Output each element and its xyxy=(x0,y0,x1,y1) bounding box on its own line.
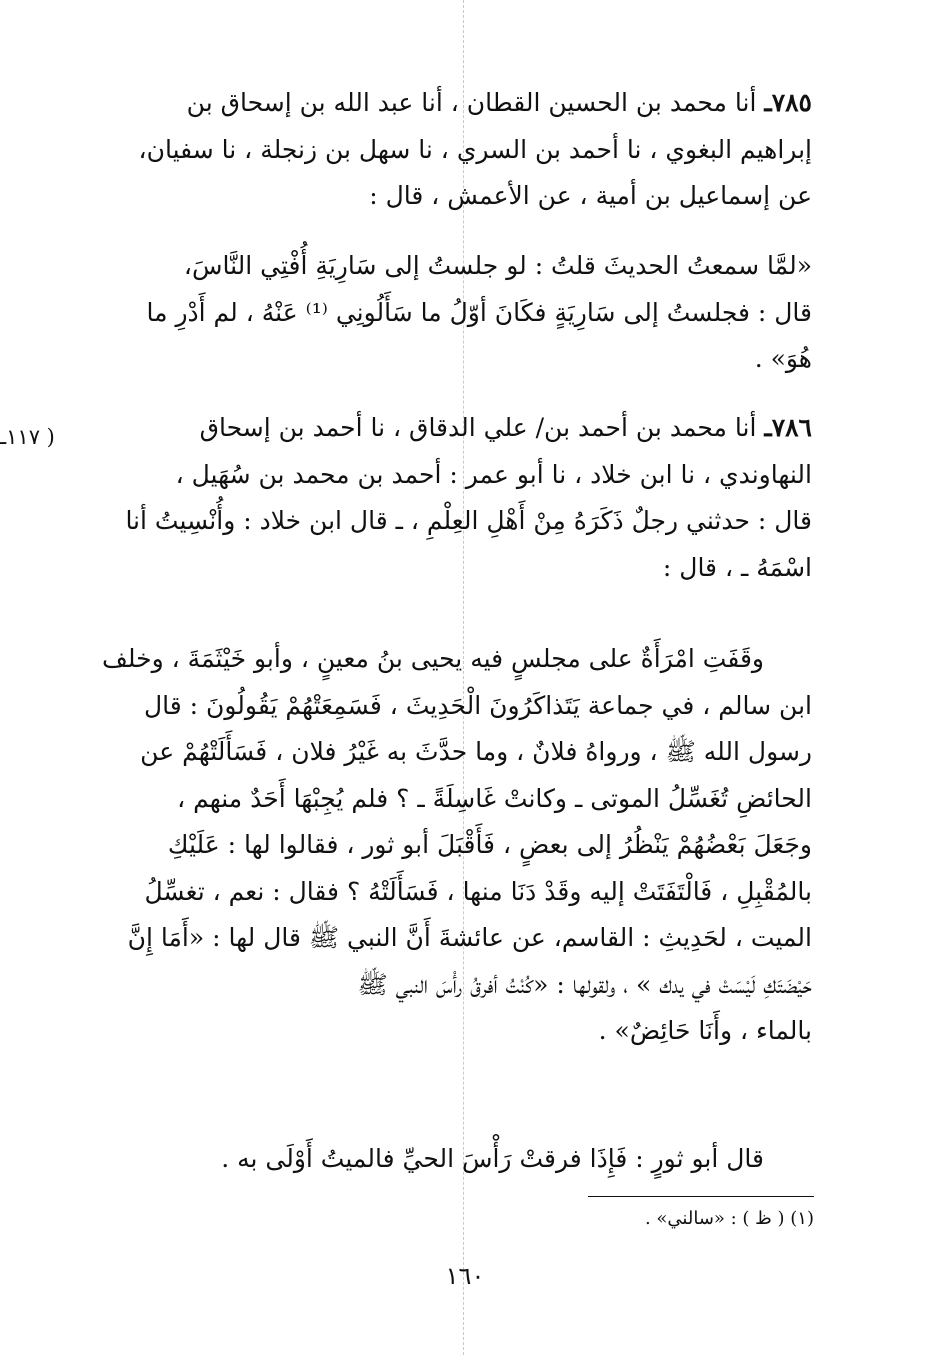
text-line: بالمُقْبِلِ ، فَالْتَفَتَتْ إليه وقَدْ دَنَا منها ، فَسَأَلَتْهُ ؟ فقال : نعم ، تغسِّلُ xyxy=(144,876,812,906)
hadith-number: ٧٨٦ـ xyxy=(764,413,812,442)
footnote: (١) ( ظ ) : «سالني» . xyxy=(644,1208,814,1229)
text-line: الميت ، لحَدِيثِ : القاسم، عن عائشةَ أَنَّ النبي ﷺ قال لها : «أَمَا إِنَّ xyxy=(127,923,812,952)
hadith-786-closing xyxy=(78,1136,812,1183)
text-line: بالماء ، وأَنَا حَائِضٌ» . xyxy=(598,1016,812,1045)
text-line: قال أبو ثورٍ : فَإِذَا فرقتْ رَأْسَ الحيِّ فالميتُ أَوْلَى به . xyxy=(221,1144,764,1173)
text-line: قال : فجلستُ إلى سَارِيَةٍ فكَانَ أوّلُ ما سَأَلُونِي ⁽¹⁾ عَنْهُ ، لم أَدْرِ ما xyxy=(146,297,812,327)
footnote-divider xyxy=(588,1196,814,1197)
hadith-786-isnad xyxy=(78,405,812,591)
hadith-785-matn xyxy=(78,243,812,383)
isnad-text: أنا محمد بن أحمد بن/ علي الدقاق ، نا أحمد بن إسحاق xyxy=(199,413,757,442)
text-line: النهاوندي ، نا ابن خلاد ، نا أبو عمر : أحمد بن محمد بن سُهَيل ، xyxy=(175,459,812,489)
text-line: إبراهيم البغوي ، نا أحمد بن السري ، نا سهل بن زنجلة ، نا سفيان، xyxy=(138,134,812,164)
margin-folio-reference: ( ١١٧ـ xyxy=(0,425,55,449)
text-line: ابن سالم ، في جماعة يَتَذاكَرُونَ الْحَدِيثَ ، فَسَمِعَتْهُمْ يَقُولُونَ : قال xyxy=(143,690,812,720)
page-number: ١٦٠ xyxy=(445,1262,485,1290)
text-line: «لمَّا سمعتُ الحديثَ قلتُ : لو جلستُ إلى سَارِيَةِ أُفْتِي النَّاسَ، xyxy=(183,251,812,280)
text-line: قال : حدثني رجلٌ ذَكَرَهُ مِنْ أَهْلِ العِلْمِ ، ـ قال ابن خلاد : وأُنْسِيتُ أنا xyxy=(125,506,812,535)
text-line: حَيْضَتَكِ لَيْسَتْ في يدك » ، ولقولها : «كُنْتُ أفرقُ رأْسَ النبي ﷺ xyxy=(357,969,812,999)
text-line: اسْمَهُ ـ ، قال : xyxy=(662,552,812,582)
text-line: هُوَ» . xyxy=(754,344,812,373)
hadith-785-isnad xyxy=(78,80,812,220)
text-line: الحائضِ تُغَسِّلُ الموتى ـ وكانتْ غَاسِلَةً ـ ؟ فلم يُجِبْهَا أَحَدٌ منهم ، xyxy=(177,783,812,813)
text-line xyxy=(78,80,812,127)
isnad-text: أنا محمد بن الحسين القطان ، أنا عبد الله بن إسحاق بن xyxy=(186,88,757,117)
text-line: رسول الله ﷺ ، ورواهُ فلانٌ ، وما حدَّثَ به غَيْرُ فلان ، فَسَأَلَتْهُمْ عن xyxy=(140,737,812,766)
text-line: وقَفَتِ امْرَأَةٌ على مجلسٍ فيه يحيى بنُ معينٍ ، وأبو خَيْثَمَةَ ، وخلف xyxy=(102,644,764,673)
text-line xyxy=(78,405,812,452)
text-line: عن إسماعيل بن أمية ، عن الأعمش ، قال : xyxy=(369,181,812,210)
hadith-number: ٧٨٥ـ xyxy=(764,88,812,117)
text-line: وجَعَلَ بَعْضُهُمْ يَنْظُرُ إلى بعضٍ ، فَأَقْبَلَ أبو ثور ، فقالوا لها : عَلَيْكِ xyxy=(167,830,812,859)
hadith-786-matn xyxy=(78,636,812,1055)
